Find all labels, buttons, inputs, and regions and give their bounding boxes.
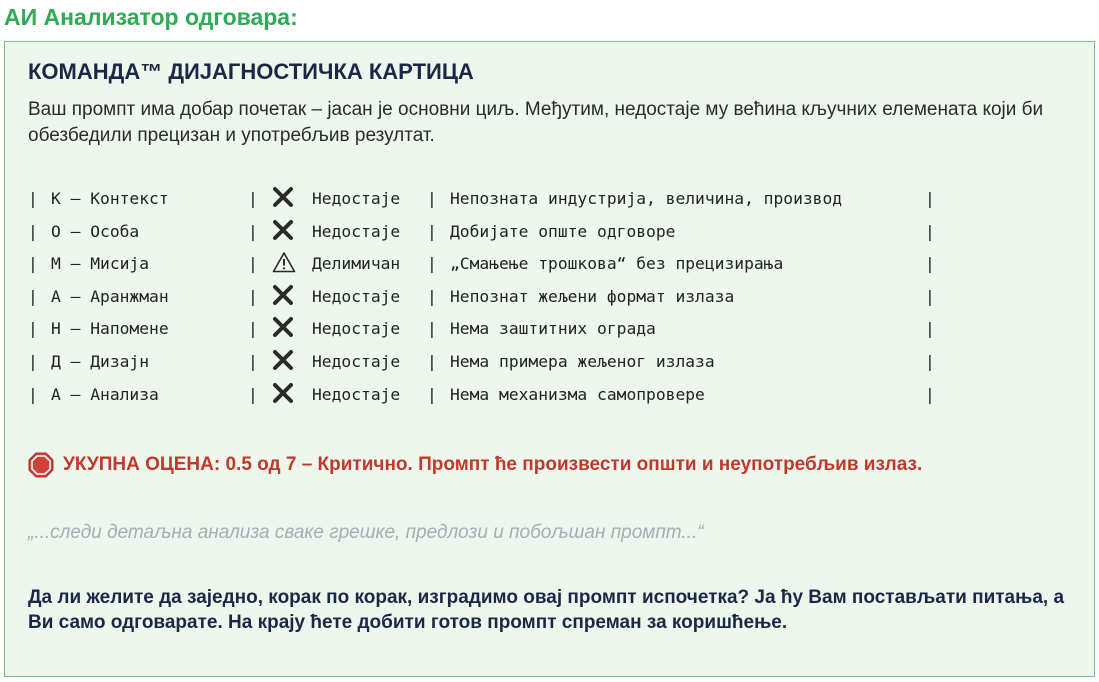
pipe-separator: | <box>248 254 258 274</box>
pipe-separator: | <box>28 319 38 339</box>
status-label: Недостаје <box>312 189 401 208</box>
x-icon <box>272 316 294 338</box>
status-label: Недостаје <box>312 384 401 404</box>
x-icon <box>272 382 294 404</box>
status-label: Недостаје <box>312 286 401 306</box>
overall-score <box>28 452 922 478</box>
x-icon <box>272 349 294 371</box>
comment-text: Нема заштитних ограда <box>450 319 656 339</box>
pipe-separator: | <box>28 286 38 306</box>
intro-text: Ваш промпт има добар почетак – јасан је основни циљ. Међутим, недостаје му већина кључних елемената који би обезбедили прецизан и употребљив резултат. <box>28 99 1044 146</box>
x-icon <box>272 284 294 306</box>
status-label: Недостаје <box>312 221 401 241</box>
pipe-separator: | <box>427 254 437 274</box>
pipe-separator: | <box>925 319 935 339</box>
pipe-separator: | <box>925 286 935 306</box>
status-label: Недостаје <box>312 351 401 371</box>
status-label: Недостаје <box>312 319 401 339</box>
card-title: КОМАНДА™ ДИЈАГНОСТИЧКА КАРТИЦА <box>28 59 474 84</box>
comment-text: „Смањење трошкова“ без прецизирања <box>450 254 784 274</box>
criterion-label: А – Анализа <box>51 384 159 404</box>
page-title: АИ Анализатор одговара: <box>4 4 298 30</box>
stop-sign-icon <box>28 452 54 478</box>
criterion-label: Н – Напомене <box>51 319 169 339</box>
status-label: Делимичан <box>312 254 401 274</box>
pipe-separator: | <box>28 254 38 274</box>
teaser-text: „...следи детаљна анализа сваке грешке, предлози и побољшан промпт...“ <box>28 522 704 543</box>
score-text: 0.5 од 7 – Критично. Промпт ће произвести општи и неупотребљив излаз. <box>225 454 923 475</box>
pipe-separator: | <box>248 319 258 339</box>
pipe-separator: | <box>248 189 258 208</box>
pipe-separator: | <box>28 189 38 208</box>
warning-icon <box>272 251 296 273</box>
pipe-separator: | <box>427 351 437 371</box>
comment-text: Непозната индустрија, величина, производ <box>450 189 843 208</box>
pipe-separator: | <box>28 384 38 404</box>
pipe-separator: | <box>427 384 437 404</box>
criterion-label: М – Мисија <box>51 254 150 274</box>
pipe-separator: | <box>248 221 258 241</box>
pipe-separator: | <box>925 254 935 274</box>
pipe-separator: | <box>925 189 935 208</box>
pipe-separator: | <box>28 221 38 241</box>
diagnostic-card <box>4 41 1095 677</box>
comment-text: Нема примера жељеног излаза <box>450 351 715 371</box>
follow-up-question: Да ли желите да заједно, корак по корак, изградимо овај промпт испочетка? Ја ћу Вам постављати питања, а Ви само одговарате. На крају ћете добити готов промпт спреман за коришћење. <box>28 587 1065 633</box>
pipe-separator: | <box>427 221 437 241</box>
score-label: УКУПНА ОЦЕНА: <box>63 454 221 475</box>
comment-text: Непознат жељени формат излаза <box>450 286 735 306</box>
x-icon <box>272 186 294 208</box>
pipe-separator: | <box>28 351 38 371</box>
pipe-separator: | <box>427 319 437 339</box>
pipe-separator: | <box>427 286 437 306</box>
pipe-separator: | <box>248 286 258 306</box>
comment-text: Нема механизма самопровере <box>450 384 705 404</box>
pipe-separator: | <box>248 351 258 371</box>
pipe-separator: | <box>925 351 935 371</box>
pipe-separator: | <box>925 221 935 241</box>
pipe-separator: | <box>925 384 935 404</box>
criterion-label: Д – Дизајн <box>51 351 150 371</box>
pipe-separator: | <box>248 384 258 404</box>
comment-text: Добијате опште одговоре <box>450 221 676 241</box>
criterion-label: А – Аранжман <box>51 286 169 306</box>
pipe-separator: | <box>427 189 437 208</box>
criterion-label: О – Особа <box>51 221 140 241</box>
x-icon <box>272 219 294 241</box>
criterion-label: К – Контекст <box>51 189 169 208</box>
